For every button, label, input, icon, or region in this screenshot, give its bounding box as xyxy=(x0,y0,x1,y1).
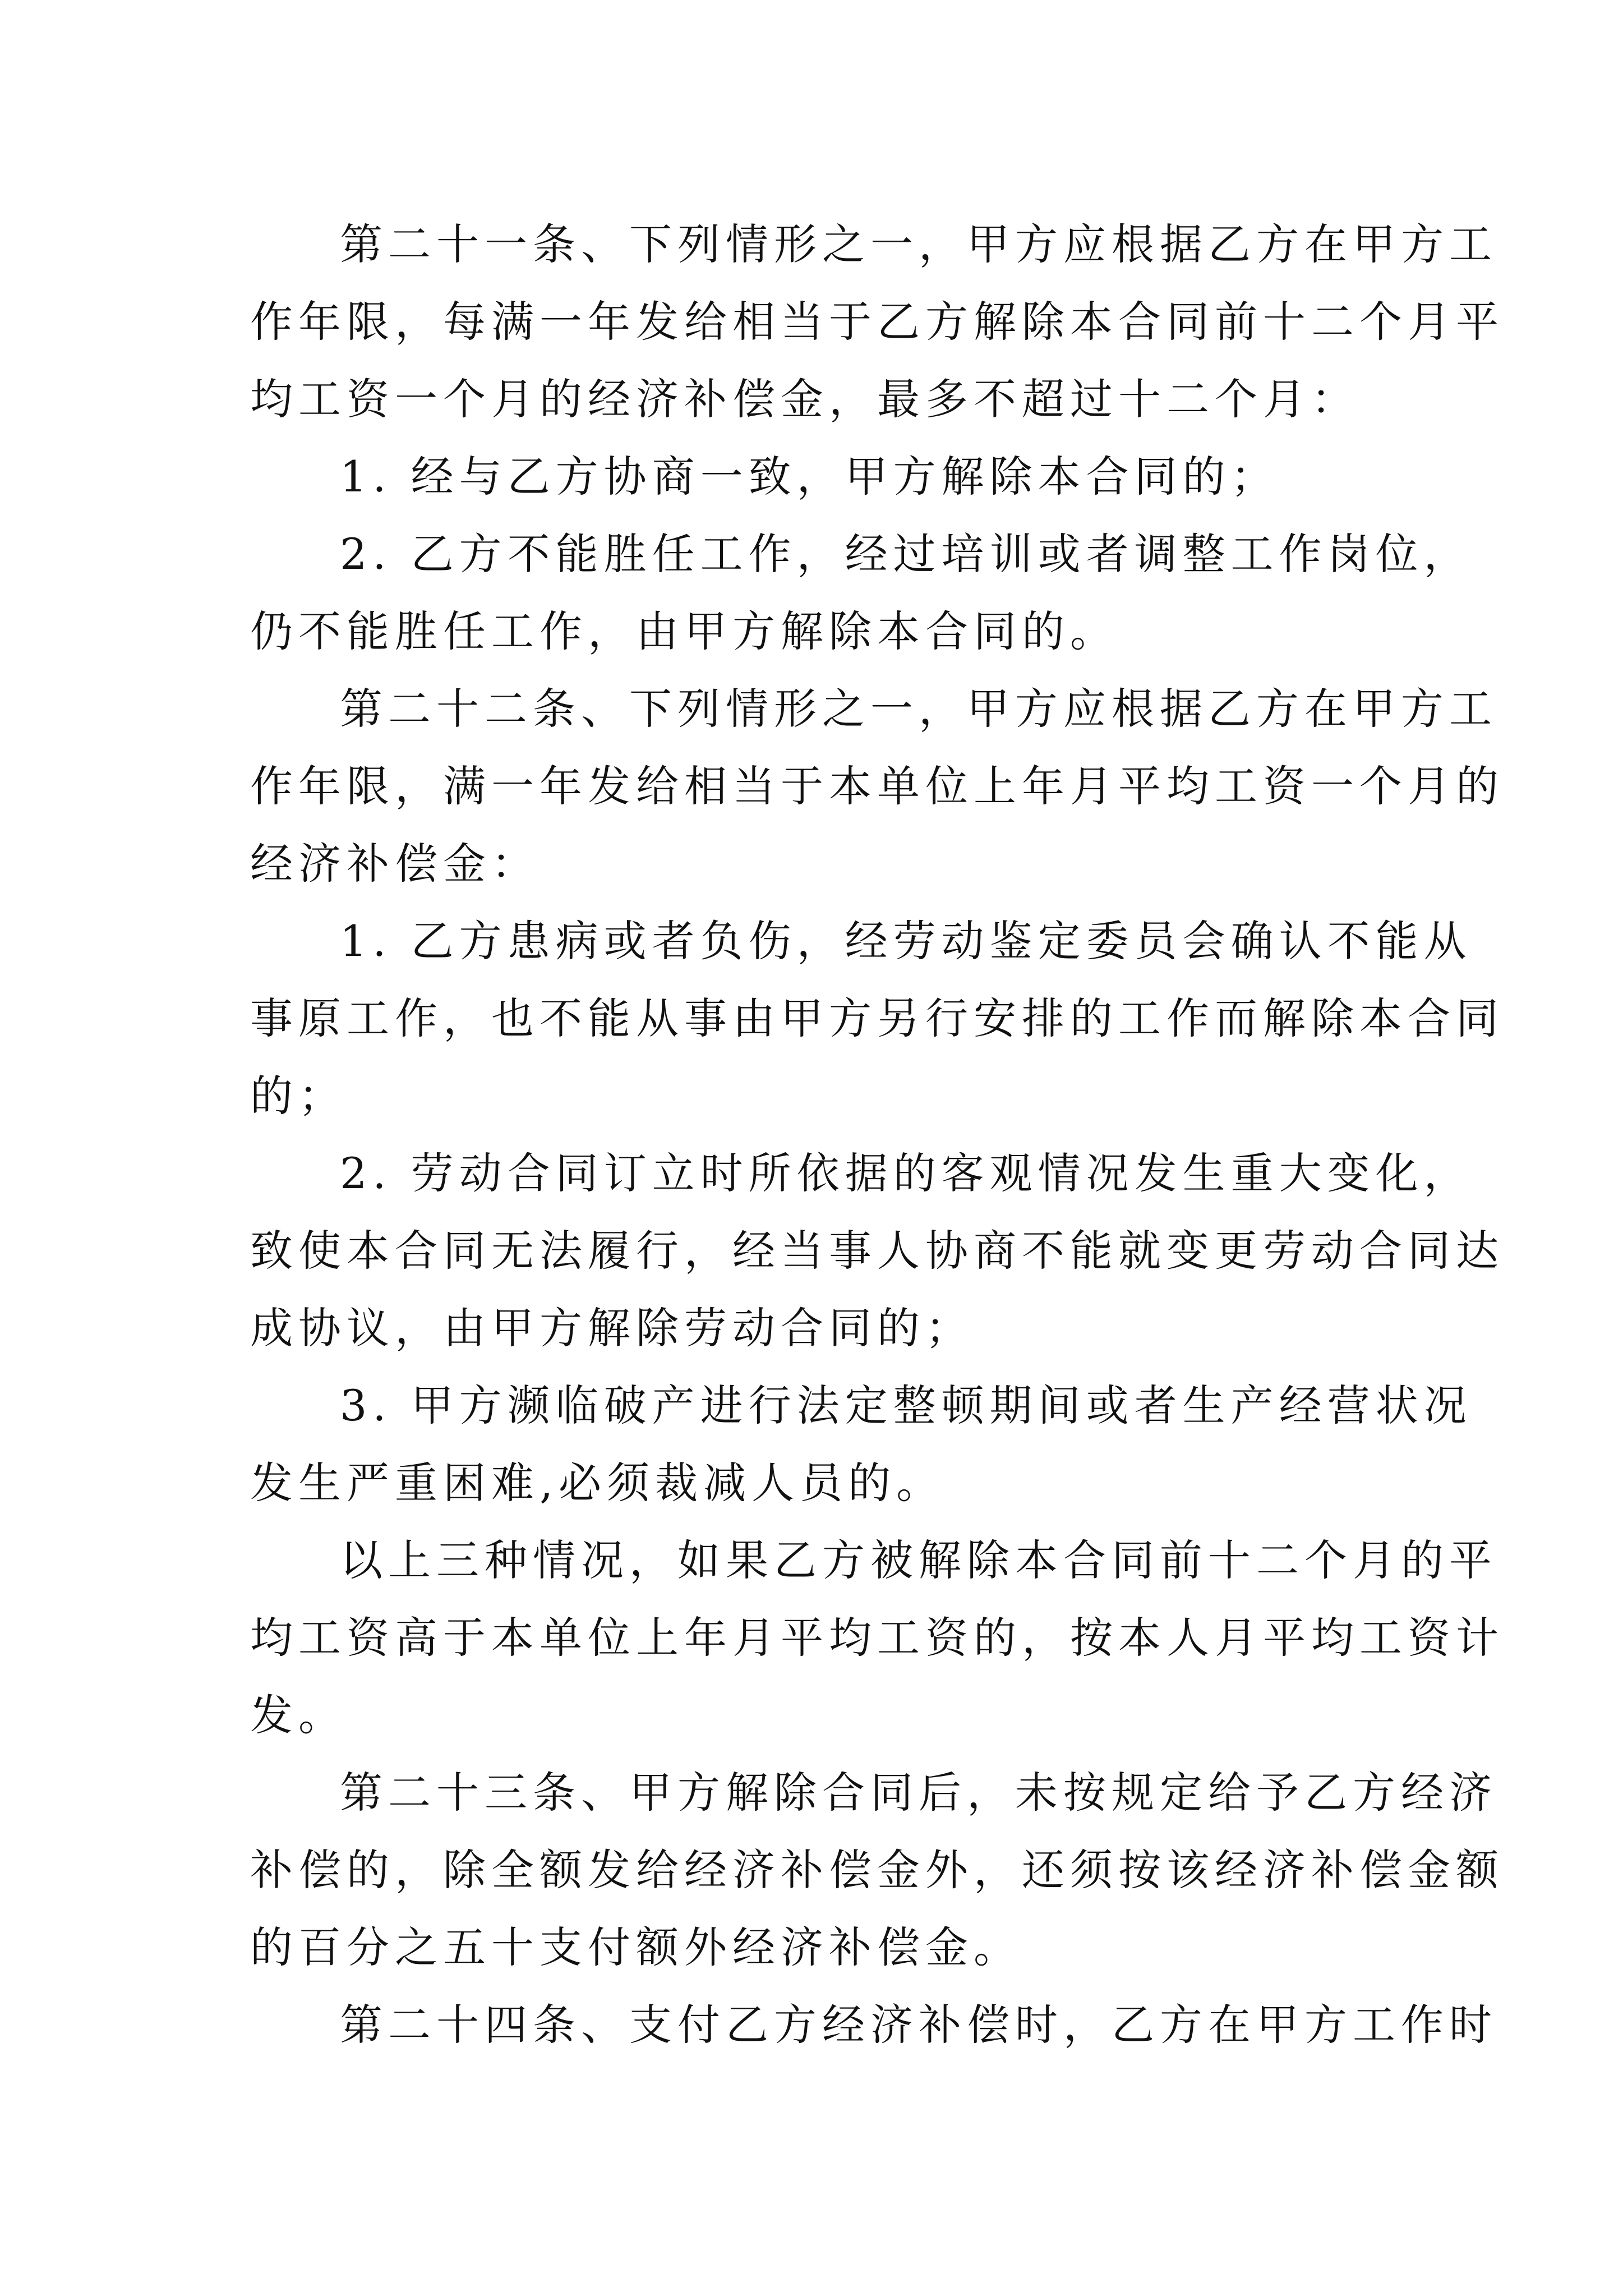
document-line: 事原工作，也不能从事由甲方另行安排的工作而解除本合同 xyxy=(250,993,1504,1043)
document-line: 补偿的，除全额发给经济补偿金外，还须按该经济补偿金额 xyxy=(250,1845,1504,1895)
document-line: 成协议，由甲方解除劳动合同的； xyxy=(250,1303,974,1353)
document-line: 的百分之五十支付额外经济补偿金。 xyxy=(250,1922,1022,1972)
document-line: 仍不能胜任工作，由甲方解除本合同的。 xyxy=(250,606,1118,656)
document-line: 第二十二条、下列情形之一，甲方应根据乙方在甲方工 xyxy=(340,684,1497,734)
document-line: 经济补偿金： xyxy=(250,839,540,889)
document-line: 作年限，满一年发给相当于本单位上年月平均工资一个月的 xyxy=(250,761,1504,811)
document-line: 均工资高于本单位上年月平均工资的，按本人月平均工资计 xyxy=(250,1613,1504,1663)
document-line: 以上三种情况，如果乙方被解除本合同前十二个月的平 xyxy=(340,1535,1497,1585)
document-line: 2. 劳动合同订立时所依据的客观情况发生重大变化， xyxy=(340,1148,1472,1198)
document-line: 第二十一条、下列情形之一，甲方应根据乙方在甲方工 xyxy=(340,219,1497,269)
document-line: 致使本合同无法履行，经当事人协商不能就变更劳动合同达 xyxy=(250,1226,1504,1276)
document-line: 2. 乙方不能胜任工作，经过培训或者调整工作岗位， xyxy=(340,529,1472,579)
document-line: 作年限，每满一年发给相当于乙方解除本合同前十二个月平 xyxy=(250,297,1504,347)
document-line: 第二十三条、甲方解除合同后，未按规定给予乙方经济 xyxy=(340,1768,1497,1818)
document-line: 发生严重困难,必须裁减人员的。 xyxy=(250,1458,945,1508)
document-line: 1. 乙方患病或者负伤，经劳动鉴定委员会确认不能从 xyxy=(340,916,1472,966)
document-line: 的； xyxy=(250,1071,347,1121)
document-line: 3. 甲方濒临破产进行法定整顿期间或者生产经营状况 xyxy=(340,1381,1472,1430)
document-line: 发。 xyxy=(250,1690,347,1740)
document-line: 第二十四条、支付乙方经济补偿时，乙方在甲方工作时 xyxy=(340,2000,1497,2050)
document-line: 1. 经与乙方协商一致，甲方解除本合同的； xyxy=(340,452,1279,501)
document-line: 均工资一个月的经济补偿金，最多不超过十二个月： xyxy=(250,374,1359,424)
